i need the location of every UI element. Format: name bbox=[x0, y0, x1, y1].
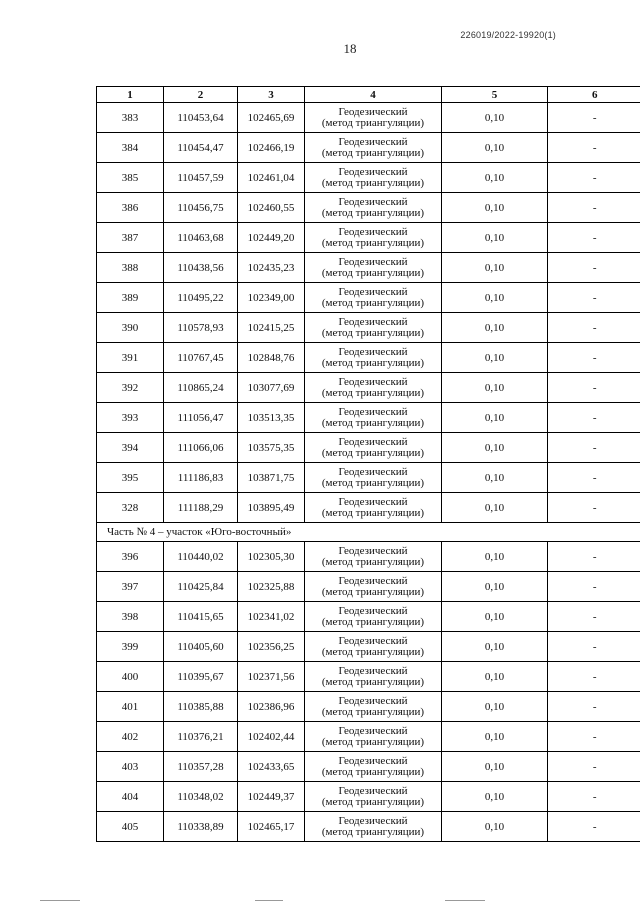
point-number-cell: 404 bbox=[97, 782, 164, 812]
y-coordinate-cell: 102349,00 bbox=[238, 283, 305, 313]
table-row bbox=[97, 662, 640, 692]
method-line-1: Геодезический bbox=[338, 814, 408, 827]
table-row bbox=[97, 463, 640, 493]
x-coordinate-cell: 110578,93 bbox=[164, 313, 238, 343]
method-line-2: (метод триангуляции) bbox=[321, 386, 425, 399]
description-cell: - bbox=[548, 253, 640, 283]
method-line-1: Геодезический bbox=[338, 574, 408, 587]
method-cell bbox=[305, 812, 442, 842]
y-coordinate-cell: 102449,20 bbox=[238, 223, 305, 253]
method-line-2: (метод триангуляции) bbox=[321, 825, 425, 838]
method-line-1: Геодезический bbox=[338, 694, 408, 707]
description-cell: - bbox=[548, 103, 640, 133]
description-cell: - bbox=[548, 283, 640, 313]
x-coordinate-cell: 111056,47 bbox=[164, 403, 238, 433]
method-line-1: Геодезический bbox=[338, 255, 408, 268]
accuracy-cell: 0,10 bbox=[442, 373, 548, 403]
method-line-1: Геодезический bbox=[338, 784, 408, 797]
method-cell bbox=[305, 223, 442, 253]
table-row bbox=[97, 722, 640, 752]
table-row bbox=[97, 752, 640, 782]
method-cell bbox=[305, 103, 442, 133]
method-line-2: (метод триангуляции) bbox=[321, 705, 425, 718]
method-line-2: (метод триангуляции) bbox=[321, 266, 425, 279]
point-number-cell: 389 bbox=[97, 283, 164, 313]
point-number-cell: 398 bbox=[97, 602, 164, 632]
method-cell bbox=[305, 632, 442, 662]
point-number-cell: 384 bbox=[97, 133, 164, 163]
x-coordinate-cell: 110865,24 bbox=[164, 373, 238, 403]
method-cell bbox=[305, 373, 442, 403]
x-coordinate-cell: 110348,02 bbox=[164, 782, 238, 812]
accuracy-cell: 0,10 bbox=[442, 692, 548, 722]
method-cell bbox=[305, 193, 442, 223]
point-number-cell: 328 bbox=[97, 493, 164, 523]
accuracy-cell: 0,10 bbox=[442, 253, 548, 283]
description-cell: - bbox=[548, 752, 640, 782]
y-coordinate-cell: 102460,55 bbox=[238, 193, 305, 223]
x-coordinate-cell: 110440,02 bbox=[164, 542, 238, 572]
method-line-2: (метод триангуляции) bbox=[321, 506, 425, 519]
description-cell: - bbox=[548, 163, 640, 193]
description-cell: - bbox=[548, 572, 640, 602]
table-row bbox=[97, 692, 640, 722]
x-coordinate-cell: 110415,65 bbox=[164, 602, 238, 632]
accuracy-cell: 0,10 bbox=[442, 662, 548, 692]
accuracy-cell: 0,10 bbox=[442, 103, 548, 133]
method-line-2: (метод триангуляции) bbox=[321, 176, 425, 189]
table-row bbox=[97, 572, 640, 602]
point-number-cell: 394 bbox=[97, 433, 164, 463]
y-coordinate-cell: 102371,56 bbox=[238, 662, 305, 692]
description-cell: - bbox=[548, 542, 640, 572]
method-line-2: (метод триангуляции) bbox=[321, 735, 425, 748]
method-line-1: Геодезический bbox=[338, 315, 408, 328]
method-line-1: Геодезический bbox=[338, 375, 408, 388]
method-line-1: Геодезический bbox=[338, 225, 408, 238]
method-line-1: Геодезический bbox=[338, 544, 408, 557]
accuracy-cell: 0,10 bbox=[442, 572, 548, 602]
y-coordinate-cell: 102325,88 bbox=[238, 572, 305, 602]
method-line-2: (метод триангуляции) bbox=[321, 645, 425, 658]
column-header: 1 bbox=[97, 87, 164, 103]
y-coordinate-cell: 103513,35 bbox=[238, 403, 305, 433]
accuracy-cell: 0,10 bbox=[442, 463, 548, 493]
accuracy-cell: 0,10 bbox=[442, 163, 548, 193]
method-line-1: Геодезический bbox=[338, 634, 408, 647]
y-coordinate-cell: 102465,69 bbox=[238, 103, 305, 133]
point-number-cell: 402 bbox=[97, 722, 164, 752]
table-row bbox=[97, 193, 640, 223]
point-number-cell: 397 bbox=[97, 572, 164, 602]
method-line-2: (метод триангуляции) bbox=[321, 326, 425, 339]
description-cell: - bbox=[548, 133, 640, 163]
x-coordinate-cell: 110385,88 bbox=[164, 692, 238, 722]
x-coordinate-cell: 110376,21 bbox=[164, 722, 238, 752]
description-cell: - bbox=[548, 223, 640, 253]
method-line-1: Геодезический bbox=[338, 345, 408, 358]
table-row bbox=[97, 542, 640, 572]
table-row bbox=[97, 493, 640, 523]
y-coordinate-cell: 103077,69 bbox=[238, 373, 305, 403]
table-row bbox=[97, 313, 640, 343]
method-cell bbox=[305, 313, 442, 343]
method-cell bbox=[305, 602, 442, 632]
method-cell bbox=[305, 163, 442, 193]
x-coordinate-cell: 110438,56 bbox=[164, 253, 238, 283]
point-number-cell: 393 bbox=[97, 403, 164, 433]
accuracy-cell: 0,10 bbox=[442, 223, 548, 253]
method-cell bbox=[305, 782, 442, 812]
point-number-cell: 396 bbox=[97, 542, 164, 572]
method-line-2: (метод триангуляции) bbox=[321, 675, 425, 688]
description-cell: - bbox=[548, 343, 640, 373]
scan-mark bbox=[40, 900, 80, 901]
method-line-2: (метод триангуляции) bbox=[321, 416, 425, 429]
method-line-1: Геодезический bbox=[338, 285, 408, 298]
point-number-cell: 392 bbox=[97, 373, 164, 403]
accuracy-cell: 0,10 bbox=[442, 752, 548, 782]
description-cell: - bbox=[548, 373, 640, 403]
section-title: Часть № 4 – участок «Юго-восточный» bbox=[97, 523, 640, 542]
method-line-2: (метод триангуляции) bbox=[321, 795, 425, 808]
method-cell bbox=[305, 542, 442, 572]
point-number-cell: 390 bbox=[97, 313, 164, 343]
y-coordinate-cell: 102466,19 bbox=[238, 133, 305, 163]
x-coordinate-cell: 111186,83 bbox=[164, 463, 238, 493]
method-line-2: (метод триангуляции) bbox=[321, 356, 425, 369]
description-cell: - bbox=[548, 692, 640, 722]
method-cell bbox=[305, 572, 442, 602]
column-header: 5 bbox=[442, 87, 548, 103]
accuracy-cell: 0,10 bbox=[442, 782, 548, 812]
y-coordinate-cell: 102356,25 bbox=[238, 632, 305, 662]
y-coordinate-cell: 102433,65 bbox=[238, 752, 305, 782]
method-line-2: (метод триангуляции) bbox=[321, 585, 425, 598]
point-number-cell: 383 bbox=[97, 103, 164, 133]
method-line-2: (метод триангуляции) bbox=[321, 206, 425, 219]
table-row bbox=[97, 283, 640, 313]
x-coordinate-cell: 110767,45 bbox=[164, 343, 238, 373]
table-row bbox=[97, 433, 640, 463]
point-number-cell: 405 bbox=[97, 812, 164, 842]
x-coordinate-cell: 110338,89 bbox=[164, 812, 238, 842]
accuracy-cell: 0,10 bbox=[442, 632, 548, 662]
method-line-1: Геодезический bbox=[338, 495, 408, 508]
description-cell: - bbox=[548, 602, 640, 632]
method-line-1: Геодезический bbox=[338, 754, 408, 767]
description-cell: - bbox=[548, 812, 640, 842]
point-number-cell: 386 bbox=[97, 193, 164, 223]
point-number-cell: 395 bbox=[97, 463, 164, 493]
column-header: 3 bbox=[238, 87, 305, 103]
method-line-1: Геодезический bbox=[338, 724, 408, 737]
point-number-cell: 385 bbox=[97, 163, 164, 193]
accuracy-cell: 0,10 bbox=[442, 343, 548, 373]
y-coordinate-cell: 102435,23 bbox=[238, 253, 305, 283]
method-cell bbox=[305, 253, 442, 283]
scan-mark bbox=[255, 900, 283, 901]
accuracy-cell: 0,10 bbox=[442, 602, 548, 632]
y-coordinate-cell: 102848,76 bbox=[238, 343, 305, 373]
method-line-2: (метод триангуляции) bbox=[321, 476, 425, 489]
method-line-1: Геодезический bbox=[338, 604, 408, 617]
method-line-2: (метод триангуляции) bbox=[321, 146, 425, 159]
description-cell: - bbox=[548, 403, 640, 433]
method-line-2: (метод триангуляции) bbox=[321, 765, 425, 778]
method-cell bbox=[305, 662, 442, 692]
x-coordinate-cell: 110405,60 bbox=[164, 632, 238, 662]
accuracy-cell: 0,10 bbox=[442, 133, 548, 163]
table-row bbox=[97, 223, 640, 253]
method-line-2: (метод триангуляции) bbox=[321, 296, 425, 309]
table-row bbox=[97, 812, 640, 842]
table-row bbox=[97, 403, 640, 433]
point-number-cell: 391 bbox=[97, 343, 164, 373]
method-line-2: (метод триангуляции) bbox=[321, 446, 425, 459]
method-cell bbox=[305, 433, 442, 463]
description-cell: - bbox=[548, 662, 640, 692]
page-number: 18 bbox=[343, 41, 357, 56]
table-row bbox=[97, 253, 640, 283]
method-line-1: Геодезический bbox=[338, 135, 408, 148]
x-coordinate-cell: 110463,68 bbox=[164, 223, 238, 253]
description-cell: - bbox=[548, 722, 640, 752]
y-coordinate-cell: 102465,17 bbox=[238, 812, 305, 842]
method-cell bbox=[305, 133, 442, 163]
x-coordinate-cell: 110425,84 bbox=[164, 572, 238, 602]
y-coordinate-cell: 102402,44 bbox=[238, 722, 305, 752]
description-cell: - bbox=[548, 782, 640, 812]
y-coordinate-cell: 103871,75 bbox=[238, 463, 305, 493]
accuracy-cell: 0,10 bbox=[442, 283, 548, 313]
x-coordinate-cell: 110495,22 bbox=[164, 283, 238, 313]
accuracy-cell: 0,10 bbox=[442, 493, 548, 523]
method-cell bbox=[305, 493, 442, 523]
method-line-2: (метод триангуляции) bbox=[321, 555, 425, 568]
column-header: 4 bbox=[305, 87, 442, 103]
method-cell bbox=[305, 463, 442, 493]
table-row bbox=[97, 163, 640, 193]
description-cell: - bbox=[548, 463, 640, 493]
x-coordinate-cell: 110454,47 bbox=[164, 133, 238, 163]
description-cell: - bbox=[548, 313, 640, 343]
table-row bbox=[97, 632, 640, 662]
accuracy-cell: 0,10 bbox=[442, 812, 548, 842]
x-coordinate-cell: 110357,28 bbox=[164, 752, 238, 782]
table-body-part-a bbox=[97, 103, 640, 523]
column-header: 6 bbox=[548, 87, 640, 103]
point-number-cell: 399 bbox=[97, 632, 164, 662]
x-coordinate-cell: 110456,75 bbox=[164, 193, 238, 223]
x-coordinate-cell: 110395,67 bbox=[164, 662, 238, 692]
y-coordinate-cell: 102305,30 bbox=[238, 542, 305, 572]
accuracy-cell: 0,10 bbox=[442, 403, 548, 433]
method-line-1: Геодезический bbox=[338, 435, 408, 448]
x-coordinate-cell: 110453,64 bbox=[164, 103, 238, 133]
description-cell: - bbox=[548, 632, 640, 662]
y-coordinate-cell: 103575,35 bbox=[238, 433, 305, 463]
x-coordinate-cell: 111066,06 bbox=[164, 433, 238, 463]
method-line-1: Геодезический bbox=[338, 165, 408, 178]
method-line-2: (метод триангуляции) bbox=[321, 615, 425, 628]
method-cell bbox=[305, 283, 442, 313]
accuracy-cell: 0,10 bbox=[442, 433, 548, 463]
coordinates-table bbox=[96, 86, 640, 842]
table-row bbox=[97, 373, 640, 403]
point-number-cell: 388 bbox=[97, 253, 164, 283]
table-row bbox=[97, 133, 640, 163]
section-row bbox=[97, 523, 640, 542]
point-number-cell: 387 bbox=[97, 223, 164, 253]
accuracy-cell: 0,10 bbox=[442, 193, 548, 223]
y-coordinate-cell: 103895,49 bbox=[238, 493, 305, 523]
method-line-1: Геодезический bbox=[338, 405, 408, 418]
point-number-cell: 401 bbox=[97, 692, 164, 722]
description-cell: - bbox=[548, 493, 640, 523]
x-coordinate-cell: 111188,29 bbox=[164, 493, 238, 523]
method-cell bbox=[305, 692, 442, 722]
table-header-row bbox=[97, 87, 640, 103]
method-line-1: Геодезический bbox=[338, 105, 408, 118]
method-cell bbox=[305, 343, 442, 373]
column-header: 2 bbox=[164, 87, 238, 103]
y-coordinate-cell: 102341,02 bbox=[238, 602, 305, 632]
accuracy-cell: 0,10 bbox=[442, 542, 548, 572]
y-coordinate-cell: 102386,96 bbox=[238, 692, 305, 722]
accuracy-cell: 0,10 bbox=[442, 722, 548, 752]
method-cell bbox=[305, 722, 442, 752]
method-line-2: (метод триангуляции) bbox=[321, 116, 425, 129]
table-row bbox=[97, 103, 640, 133]
y-coordinate-cell: 102449,37 bbox=[238, 782, 305, 812]
document-id: 226019/2022-19920(1) bbox=[460, 30, 556, 40]
scan-mark bbox=[445, 900, 485, 901]
point-number-cell: 403 bbox=[97, 752, 164, 782]
table-row bbox=[97, 782, 640, 812]
description-cell: - bbox=[548, 193, 640, 223]
accuracy-cell: 0,10 bbox=[442, 313, 548, 343]
point-number-cell: 400 bbox=[97, 662, 164, 692]
method-line-2: (метод триангуляции) bbox=[321, 236, 425, 249]
table-body-part-b bbox=[97, 542, 640, 842]
method-cell bbox=[305, 752, 442, 782]
method-line-1: Геодезический bbox=[338, 664, 408, 677]
method-line-1: Геодезический bbox=[338, 465, 408, 478]
method-line-1: Геодезический bbox=[338, 195, 408, 208]
table-row bbox=[97, 343, 640, 373]
y-coordinate-cell: 102461,04 bbox=[238, 163, 305, 193]
y-coordinate-cell: 102415,25 bbox=[238, 313, 305, 343]
description-cell: - bbox=[548, 433, 640, 463]
x-coordinate-cell: 110457,59 bbox=[164, 163, 238, 193]
method-cell bbox=[305, 403, 442, 433]
table-row bbox=[97, 602, 640, 632]
